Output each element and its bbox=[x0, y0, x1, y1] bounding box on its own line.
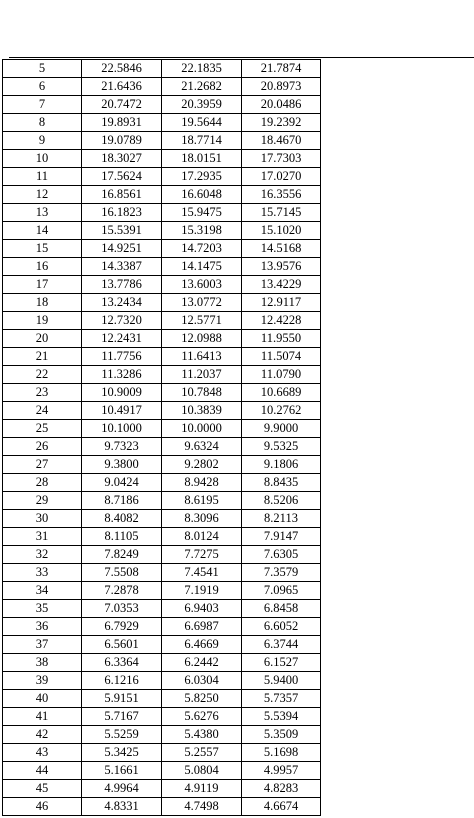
value-cell-1: 15.5391 bbox=[82, 222, 162, 240]
value-cell-2: 18.0151 bbox=[162, 150, 242, 168]
value-cell-2: 15.9475 bbox=[162, 204, 242, 222]
row-index-cell: 26 bbox=[3, 438, 82, 456]
value-cell-3: 5.5394 bbox=[242, 708, 321, 726]
value-cell-1: 8.7186 bbox=[82, 492, 162, 510]
table-row bbox=[3, 150, 321, 168]
value-cell-1: 9.3800 bbox=[82, 456, 162, 474]
value-cell-2: 6.2442 bbox=[162, 654, 242, 672]
table-row bbox=[3, 510, 321, 528]
table-row bbox=[3, 60, 321, 78]
table-row bbox=[3, 438, 321, 456]
value-cell-2: 4.7498 bbox=[162, 798, 242, 816]
row-index-cell: 44 bbox=[3, 762, 82, 780]
value-cell-3: 15.7145 bbox=[242, 204, 321, 222]
row-index-cell: 13 bbox=[3, 204, 82, 222]
row-index-cell: 16 bbox=[3, 258, 82, 276]
table-row bbox=[3, 96, 321, 114]
value-cell-1: 8.1105 bbox=[82, 528, 162, 546]
value-cell-2: 5.0804 bbox=[162, 762, 242, 780]
value-cell-1: 9.7323 bbox=[82, 438, 162, 456]
row-index-cell: 30 bbox=[3, 510, 82, 528]
value-cell-1: 4.9964 bbox=[82, 780, 162, 798]
value-cell-1: 6.3364 bbox=[82, 654, 162, 672]
value-cell-1: 5.7167 bbox=[82, 708, 162, 726]
row-index-cell: 19 bbox=[3, 312, 82, 330]
value-cell-3: 7.9147 bbox=[242, 528, 321, 546]
value-cell-2: 5.6276 bbox=[162, 708, 242, 726]
value-cell-3: 20.0486 bbox=[242, 96, 321, 114]
value-cell-1: 5.3425 bbox=[82, 744, 162, 762]
value-cell-3: 9.9000 bbox=[242, 420, 321, 438]
table-row bbox=[3, 384, 321, 402]
value-cell-1: 19.8931 bbox=[82, 114, 162, 132]
row-index-cell: 5 bbox=[3, 60, 82, 78]
value-cell-1: 22.5846 bbox=[82, 60, 162, 78]
value-cell-3: 10.2762 bbox=[242, 402, 321, 420]
row-index-cell: 34 bbox=[3, 582, 82, 600]
table-row bbox=[3, 312, 321, 330]
value-cell-3: 13.4229 bbox=[242, 276, 321, 294]
value-cell-1: 4.8331 bbox=[82, 798, 162, 816]
row-index-cell: 36 bbox=[3, 618, 82, 636]
value-cell-3: 13.9576 bbox=[242, 258, 321, 276]
value-cell-2: 8.9428 bbox=[162, 474, 242, 492]
value-cell-3: 6.6052 bbox=[242, 618, 321, 636]
row-index-cell: 14 bbox=[3, 222, 82, 240]
table-row bbox=[3, 348, 321, 366]
value-cell-2: 22.1835 bbox=[162, 60, 242, 78]
row-index-cell: 35 bbox=[3, 600, 82, 618]
table-row bbox=[3, 744, 321, 762]
value-cell-1: 12.7320 bbox=[82, 312, 162, 330]
value-cell-1: 9.0424 bbox=[82, 474, 162, 492]
value-cell-2: 8.3096 bbox=[162, 510, 242, 528]
table-row bbox=[3, 186, 321, 204]
table-row bbox=[3, 168, 321, 186]
table-row bbox=[3, 474, 321, 492]
row-index-cell: 43 bbox=[3, 744, 82, 762]
row-index-cell: 38 bbox=[3, 654, 82, 672]
table-row bbox=[3, 636, 321, 654]
value-cell-3: 12.4228 bbox=[242, 312, 321, 330]
value-cell-3: 4.9957 bbox=[242, 762, 321, 780]
value-cell-2: 6.4669 bbox=[162, 636, 242, 654]
table-row bbox=[3, 780, 321, 798]
row-index-cell: 22 bbox=[3, 366, 82, 384]
row-index-cell: 21 bbox=[3, 348, 82, 366]
table-row bbox=[3, 762, 321, 780]
value-cell-1: 5.1661 bbox=[82, 762, 162, 780]
value-cell-2: 10.7848 bbox=[162, 384, 242, 402]
row-index-cell: 40 bbox=[3, 690, 82, 708]
table-row bbox=[3, 582, 321, 600]
value-cell-3: 11.0790 bbox=[242, 366, 321, 384]
value-cell-3: 6.8458 bbox=[242, 600, 321, 618]
value-cell-1: 5.5259 bbox=[82, 726, 162, 744]
value-cell-2: 5.4380 bbox=[162, 726, 242, 744]
value-cell-3: 11.5074 bbox=[242, 348, 321, 366]
value-cell-1: 10.4917 bbox=[82, 402, 162, 420]
value-cell-1: 18.3027 bbox=[82, 150, 162, 168]
table-row bbox=[3, 546, 321, 564]
table-row bbox=[3, 366, 321, 384]
table-row bbox=[3, 330, 321, 348]
value-cell-2: 7.1919 bbox=[162, 582, 242, 600]
value-cell-2: 7.7275 bbox=[162, 546, 242, 564]
value-cell-3: 7.0965 bbox=[242, 582, 321, 600]
table-row bbox=[3, 618, 321, 636]
value-cell-1: 7.8249 bbox=[82, 546, 162, 564]
value-cell-3: 17.0270 bbox=[242, 168, 321, 186]
table-row bbox=[3, 240, 321, 258]
row-index-cell: 8 bbox=[3, 114, 82, 132]
value-cell-2: 13.6003 bbox=[162, 276, 242, 294]
value-cell-1: 8.4082 bbox=[82, 510, 162, 528]
value-cell-3: 19.2392 bbox=[242, 114, 321, 132]
row-index-cell: 33 bbox=[3, 564, 82, 582]
row-index-cell: 39 bbox=[3, 672, 82, 690]
value-cell-3: 5.9400 bbox=[242, 672, 321, 690]
value-cell-2: 11.2037 bbox=[162, 366, 242, 384]
row-index-cell: 12 bbox=[3, 186, 82, 204]
value-cell-3: 8.2113 bbox=[242, 510, 321, 528]
value-cell-1: 19.0789 bbox=[82, 132, 162, 150]
value-cell-1: 13.7786 bbox=[82, 276, 162, 294]
value-cell-3: 5.1698 bbox=[242, 744, 321, 762]
value-cell-1: 7.0353 bbox=[82, 600, 162, 618]
value-cell-1: 21.6436 bbox=[82, 78, 162, 96]
row-index-cell: 11 bbox=[3, 168, 82, 186]
table-row bbox=[3, 276, 321, 294]
value-cell-2: 12.0988 bbox=[162, 330, 242, 348]
row-index-cell: 42 bbox=[3, 726, 82, 744]
value-cell-2: 6.0304 bbox=[162, 672, 242, 690]
value-cell-1: 20.7472 bbox=[82, 96, 162, 114]
value-cell-1: 17.5624 bbox=[82, 168, 162, 186]
value-cell-3: 7.3579 bbox=[242, 564, 321, 582]
table-row bbox=[3, 690, 321, 708]
value-cell-3: 8.5206 bbox=[242, 492, 321, 510]
value-cell-3: 4.6674 bbox=[242, 798, 321, 816]
value-cell-2: 5.8250 bbox=[162, 690, 242, 708]
value-cell-2: 11.6413 bbox=[162, 348, 242, 366]
value-cell-3: 4.8283 bbox=[242, 780, 321, 798]
value-cell-2: 9.6324 bbox=[162, 438, 242, 456]
value-cell-2: 14.1475 bbox=[162, 258, 242, 276]
value-cell-2: 8.6195 bbox=[162, 492, 242, 510]
value-cell-2: 19.5644 bbox=[162, 114, 242, 132]
table-row bbox=[3, 258, 321, 276]
row-index-cell: 27 bbox=[3, 456, 82, 474]
value-cell-2: 13.0772 bbox=[162, 294, 242, 312]
table-row bbox=[3, 114, 321, 132]
value-cell-1: 12.2431 bbox=[82, 330, 162, 348]
value-cell-2: 5.2557 bbox=[162, 744, 242, 762]
value-cell-2: 10.3839 bbox=[162, 402, 242, 420]
value-cell-1: 6.1216 bbox=[82, 672, 162, 690]
value-cell-3: 6.1527 bbox=[242, 654, 321, 672]
row-index-cell: 45 bbox=[3, 780, 82, 798]
row-index-cell: 24 bbox=[3, 402, 82, 420]
value-cell-2: 20.3959 bbox=[162, 96, 242, 114]
value-cell-3: 14.5168 bbox=[242, 240, 321, 258]
row-index-cell: 10 bbox=[3, 150, 82, 168]
value-cell-2: 14.7203 bbox=[162, 240, 242, 258]
row-index-cell: 25 bbox=[3, 420, 82, 438]
table-row bbox=[3, 132, 321, 150]
value-cell-3: 10.6689 bbox=[242, 384, 321, 402]
row-index-cell: 46 bbox=[3, 798, 82, 816]
table-row bbox=[3, 600, 321, 618]
table-row bbox=[3, 798, 321, 816]
table-row bbox=[3, 528, 321, 546]
row-index-cell: 9 bbox=[3, 132, 82, 150]
table-row bbox=[3, 420, 321, 438]
value-cell-2: 9.2802 bbox=[162, 456, 242, 474]
value-cell-2: 6.9403 bbox=[162, 600, 242, 618]
table-body bbox=[3, 60, 321, 816]
table-row bbox=[3, 654, 321, 672]
value-cell-2: 15.3198 bbox=[162, 222, 242, 240]
row-index-cell: 29 bbox=[3, 492, 82, 510]
value-cell-1: 13.2434 bbox=[82, 294, 162, 312]
table-row bbox=[3, 402, 321, 420]
value-cell-3: 7.6305 bbox=[242, 546, 321, 564]
value-cell-2: 7.4541 bbox=[162, 564, 242, 582]
value-cell-3: 18.4670 bbox=[242, 132, 321, 150]
value-cell-3: 16.3556 bbox=[242, 186, 321, 204]
value-cell-3: 8.8435 bbox=[242, 474, 321, 492]
value-cell-1: 11.3286 bbox=[82, 366, 162, 384]
row-index-cell: 15 bbox=[3, 240, 82, 258]
table-row bbox=[3, 564, 321, 582]
value-cell-3: 17.7303 bbox=[242, 150, 321, 168]
value-cell-1: 6.7929 bbox=[82, 618, 162, 636]
row-index-cell: 31 bbox=[3, 528, 82, 546]
data-table bbox=[2, 59, 321, 816]
value-cell-2: 6.6987 bbox=[162, 618, 242, 636]
row-index-cell: 20 bbox=[3, 330, 82, 348]
top-horizontal-rule bbox=[9, 57, 474, 58]
value-cell-1: 14.9251 bbox=[82, 240, 162, 258]
table-row bbox=[3, 222, 321, 240]
table-row bbox=[3, 708, 321, 726]
value-cell-3: 9.1806 bbox=[242, 456, 321, 474]
value-cell-1: 10.1000 bbox=[82, 420, 162, 438]
table-row bbox=[3, 456, 321, 474]
row-index-cell: 18 bbox=[3, 294, 82, 312]
value-cell-3: 11.9550 bbox=[242, 330, 321, 348]
table-row bbox=[3, 492, 321, 510]
value-cell-2: 4.9119 bbox=[162, 780, 242, 798]
value-cell-1: 11.7756 bbox=[82, 348, 162, 366]
value-cell-1: 16.1823 bbox=[82, 204, 162, 222]
table-row bbox=[3, 204, 321, 222]
table-row bbox=[3, 78, 321, 96]
value-cell-3: 21.7874 bbox=[242, 60, 321, 78]
row-index-cell: 28 bbox=[3, 474, 82, 492]
value-cell-3: 6.3744 bbox=[242, 636, 321, 654]
row-index-cell: 7 bbox=[3, 96, 82, 114]
value-cell-1: 5.9151 bbox=[82, 690, 162, 708]
table-row bbox=[3, 294, 321, 312]
value-cell-1: 6.5601 bbox=[82, 636, 162, 654]
value-cell-1: 7.2878 bbox=[82, 582, 162, 600]
value-cell-2: 10.0000 bbox=[162, 420, 242, 438]
row-index-cell: 32 bbox=[3, 546, 82, 564]
value-cell-3: 9.5325 bbox=[242, 438, 321, 456]
value-cell-2: 17.2935 bbox=[162, 168, 242, 186]
row-index-cell: 41 bbox=[3, 708, 82, 726]
table-row bbox=[3, 726, 321, 744]
row-index-cell: 6 bbox=[3, 78, 82, 96]
value-cell-1: 10.9009 bbox=[82, 384, 162, 402]
value-cell-3: 20.8973 bbox=[242, 78, 321, 96]
value-cell-2: 8.0124 bbox=[162, 528, 242, 546]
value-cell-2: 12.5771 bbox=[162, 312, 242, 330]
value-cell-2: 21.2682 bbox=[162, 78, 242, 96]
row-index-cell: 23 bbox=[3, 384, 82, 402]
value-cell-1: 16.8561 bbox=[82, 186, 162, 204]
value-cell-1: 14.3387 bbox=[82, 258, 162, 276]
value-cell-3: 5.7357 bbox=[242, 690, 321, 708]
value-cell-3: 5.3509 bbox=[242, 726, 321, 744]
table-row bbox=[3, 672, 321, 690]
row-index-cell: 37 bbox=[3, 636, 82, 654]
value-cell-2: 18.7714 bbox=[162, 132, 242, 150]
row-index-cell: 17 bbox=[3, 276, 82, 294]
value-cell-1: 7.5508 bbox=[82, 564, 162, 582]
value-cell-3: 12.9117 bbox=[242, 294, 321, 312]
value-cell-3: 15.1020 bbox=[242, 222, 321, 240]
value-cell-2: 16.6048 bbox=[162, 186, 242, 204]
